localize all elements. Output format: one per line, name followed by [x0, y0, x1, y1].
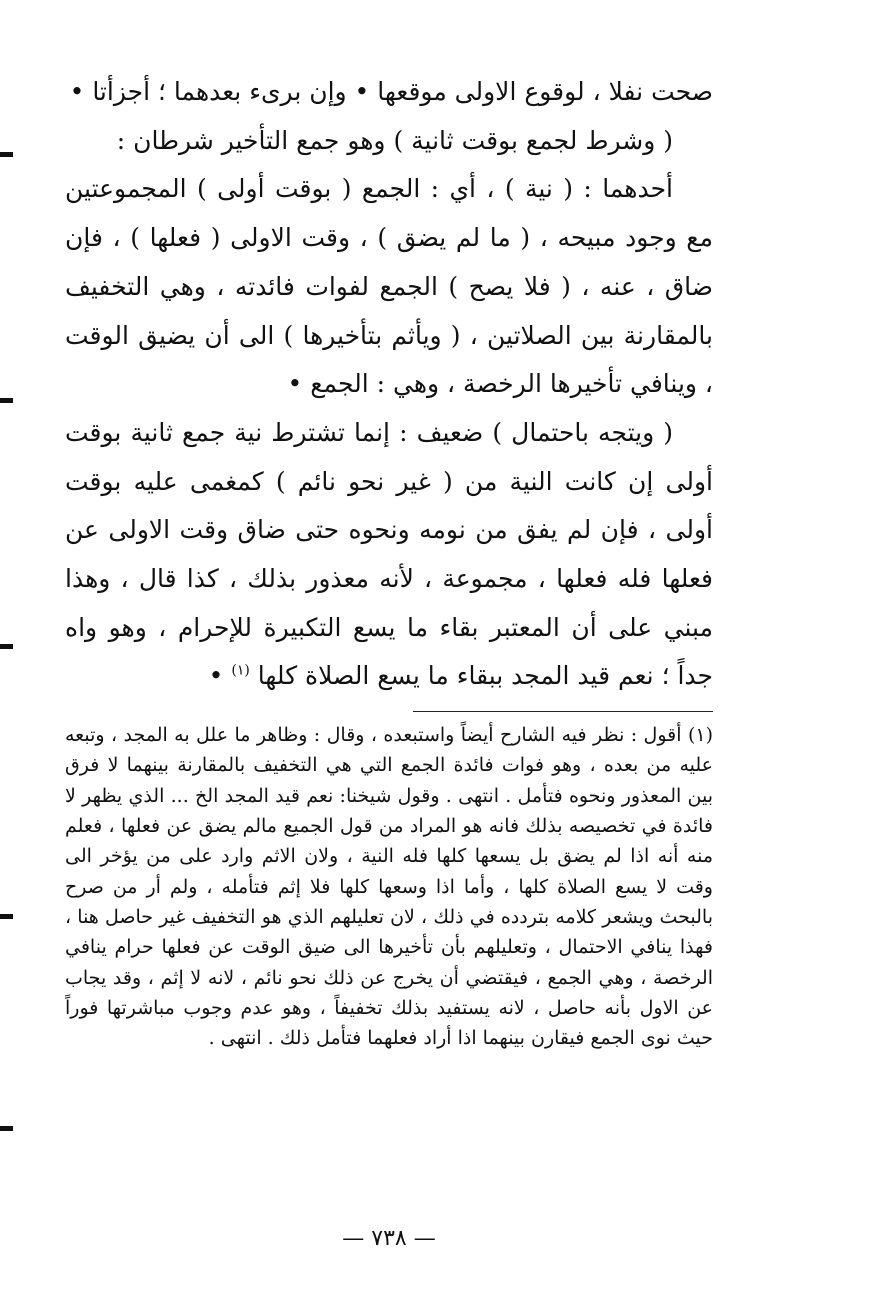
footnote-divider — [413, 711, 713, 712]
margin-mark — [0, 152, 13, 157]
margin-mark — [0, 1126, 13, 1131]
main-text — [65, 68, 713, 701]
margin-mark — [0, 914, 13, 919]
paragraph-4-end: • — [208, 661, 232, 691]
page — [65, 68, 713, 1251]
paragraph-3: أحدهما : ( نية ) ، أي : الجمع ( بوقت أولى ) المجموعتين مع وجود مبيحه ، ( ما لم يضق ) ، وقت الاولى ( فعلها ) ، فإن ضاق ، عنه ، ( فلا يصح ) الجمع لفوات فائدته ، وهي التخفيف بالمقارنة بين الصلاتين ، ( ويأثم بتأخيرها ) الى أن يضيق الوقت ، وينافي تأخيرها الرخصة ، وهي : الجمع • — [65, 174, 713, 399]
paragraph-1: صحت نفلا ، لوقوع الاولى موقعها • وإن برىء بعدهما ؛ أجزأتا • — [69, 77, 713, 106]
paragraph-2: ( وشرط لجمع بوقت ثانية ) وهو جمع التأخير شرطان : — [116, 125, 673, 155]
margin-mark — [0, 644, 13, 649]
paragraph-4 — [65, 409, 713, 701]
footnote — [65, 720, 713, 1053]
footnote-text: (١) أقول : نظر فيه الشارح أيضاً واستبعده ، وقال : وظاهر ما علل به المجد ، وتبعه عليه من بعده ، وهو فوات فائدة الجمع التي هي التخفيف بالمقارنة بينهما لا فرق بين المعذور ونحوه فتأمل . انتهى . وقول شيخنا: نعم قيد المجد الخ ... الذي يظهر لا فائدة في تخصيصه بذلك فانه هو المراد من قول الجميع مالم يضق عن فعلها ، فعلم منه أنه اذا لم يضق بل يسعها كلها فله النية ، ولان الاثم وارد على من يؤخر الى وقت لا يسع الصلاة كلها ، وأما اذا وسعها كلها فلا إثم فتأمله ، ولم أر من صرح بالبحث ويشعر كلامه بتردده في ذلك ، لان تعليلهم الذي هو التخفيف غير حاصل هنا ، فهذا ينافي الاحتمال ، وتعليلهم بأن تأخيرها الى ضيق الوقت عن فعلها حرام ينافي الرخصة ، وهي الجمع ، فيقتضي أن يخرج عن ذلك نحو نائم ، لانه لا إثم ، وقد يجاب عن الاول بأنه حاصل ، لانه يستفيد بذلك تخفيفاً ، وهو عدم وجوب مباشرتها فوراً حيث نوى الجمع فيقارن بينهما اذا أراد فعلهما فتأمل ذلك . انتهى . — [65, 724, 713, 1050]
footnote-reference: (١) — [231, 663, 250, 680]
margin-mark — [0, 398, 13, 403]
paragraph-4-text: ( ويتجه باحتمال ) ضعيف : إنما تشترط نية جمع ثانية بوقت أولى إن كانت النية من ( غير نحو نائم ) كمغمى عليه بوقت أولى ، فإن لم يفق من نومه ونحوه حتى ضاق وقت الاولى عن فعلها فله فعلها ، مجموعة ، لأنه معذور بذلك ، كذا قال ، وهذا مبني على أن المعتبر بقاء ما يسع التكبيرة للإحرام ، وهو واه جداً ؛ نعم قيد المجد ببقاء ما يسع الصلاة كلها — [65, 417, 713, 691]
page-number: — ٧٣٨ — — [342, 1226, 436, 1251]
